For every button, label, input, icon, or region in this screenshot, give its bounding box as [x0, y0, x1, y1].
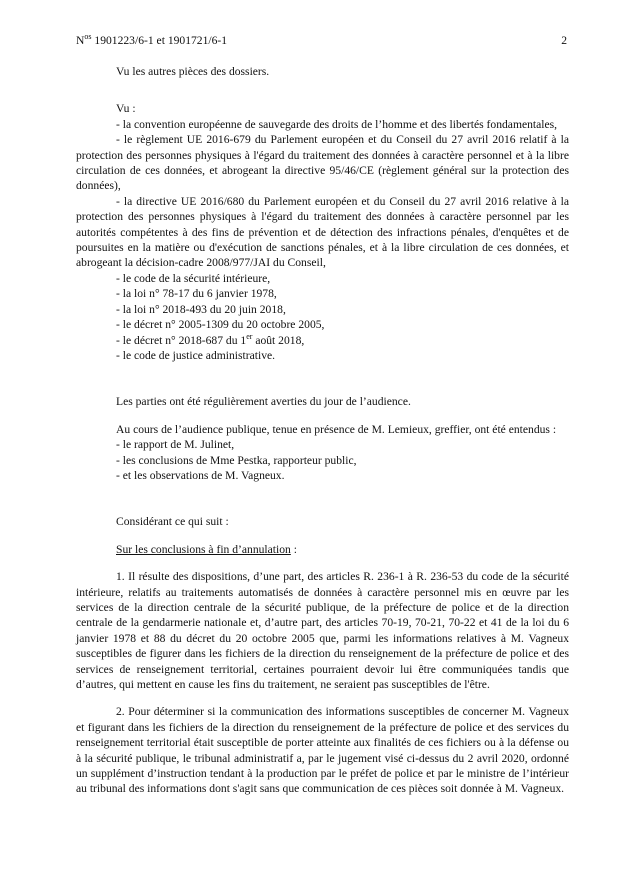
vu-item-superscript: er: [246, 331, 253, 341]
vu-item: - le code de justice administrative.: [116, 348, 276, 362]
vu-item: - le règlement UE 2016-679 du Parlement européen et du Conseil du 27 avril 2016 relatif à la protection des personnes physiques à l'égard du traitement des données à caractère personnel et à la libre circulation de ces données, et abrogeant la directive 95/46/CE (règlement général sur la protection des données),: [76, 133, 569, 193]
numbered-paragraph: 1. Il résulte des dispositions, d’une part, des articles R. 236-1 à R. 236-53 du code de la sécurité intérieure, relatifs au traitements automatisés de données à caractère personnel mis en œuvre par les services de la direction centrale de la sécurité publique, de la préfecture de police et de la direction centrale de la gendarmerie nationale et, d’autre part, des articles 70-19, 70-21, 70-22 et 41 de la loi du 6 janvier 1978 et 88 du décret du 20 octobre 2005 que, parmi les informations relatives à M. Vagneux susceptibles de figurer dans les fichiers de la direction du renseignement de la préfecture de police et des services de renseignement territorial, certaines pourraient devoir lui être communiquées tandis que d’autres, qui mettent en cause les fins du traitement, ne seraient pas susceptibles de l'être.: [76, 570, 569, 691]
case-prefix: N: [76, 34, 85, 47]
vu-item-text: août 2018,: [252, 333, 305, 347]
numbered-paragraph: 2. Pour déterminer si la communication des informations susceptibles de concerner M. Vagneux et figurant dans les fichiers de la direction du renseignement de la préfecture de police et des services du renseignement territorial était susceptible de porter atteinte aux finalités de ces fichiers ou à la défense ou à la sécurité publique, le tribunal administratif a, par le jugement visé ci-dessus du 2 avril 2020, ordonné un supplément d’instruction tendant à la production par le préfet de police et par le ministre de l’intérieur au tribunal des informations dont s'agit sans que communication de ces pièces soit donnée à M. Vagneux.: [76, 705, 569, 796]
considerant-line: Considérant ce qui suit :: [116, 515, 229, 529]
vu-item: [76, 333, 569, 348]
section-title-text: Sur les conclusions à fin d’annulation: [116, 542, 291, 556]
case-numbers-text: 1901223/6-1 et 1901721/6-1: [91, 34, 228, 47]
vu-autres-pieces: Vu les autres pièces des dossiers.: [116, 65, 270, 78]
page-number: 2: [561, 34, 567, 47]
vu-item: - la loi n° 2018-493 du 20 juin 2018,: [116, 302, 286, 316]
vu-item: - la loi n° 78-17 du 6 janvier 1978,: [116, 287, 277, 301]
section-title-colon: :: [290, 542, 297, 556]
vu-item: - la convention européenne de sauvegarde des droits de l’homme et des libertés fondamentales,: [116, 117, 558, 131]
audience-item: - les conclusions de Mme Pestka, rapporteur public,: [116, 453, 357, 467]
parties-paragraph: Les parties ont été régulièrement averties du jour de l’audience.: [116, 395, 411, 409]
audience-paragraph: Au cours de l’audience publique, tenue en présence de M. Lemieux, greffier, ont été entendus :: [116, 422, 557, 436]
audience-item: - le rapport de M. Julinet,: [116, 438, 235, 452]
vu-item: - le code de la sécurité intérieure,: [116, 271, 271, 285]
audience-item: - et les observations de M. Vagneux.: [116, 468, 285, 482]
case-prefix-superscript: os: [84, 32, 92, 42]
document-body: [76, 64, 569, 797]
case-numbers: [76, 33, 227, 48]
page-header: [76, 33, 567, 49]
vu-item-text: - le décret n° 2018-687 du 1: [116, 333, 247, 347]
vu-heading: Vu :: [116, 102, 136, 116]
section-title: [76, 542, 569, 557]
vu-item: - le décret n° 2005-1309 du 20 octobre 2005,: [116, 318, 325, 332]
vu-item: - la directive UE 2016/680 du Parlement européen et du Conseil du 27 avril 2016 relative à la protection des personnes physiques à l'égard du traitement des données à caractère personnel par les autorités compétentes à des fins de prévention et de détection des infractions pénales, d'enquêtes et de poursuites en la matière ou d'exécution de sanctions pénales, et à la libre circulation de ces données, et abrogeant la décision-cadre 2008/977/JAI du Conseil,: [76, 194, 569, 270]
